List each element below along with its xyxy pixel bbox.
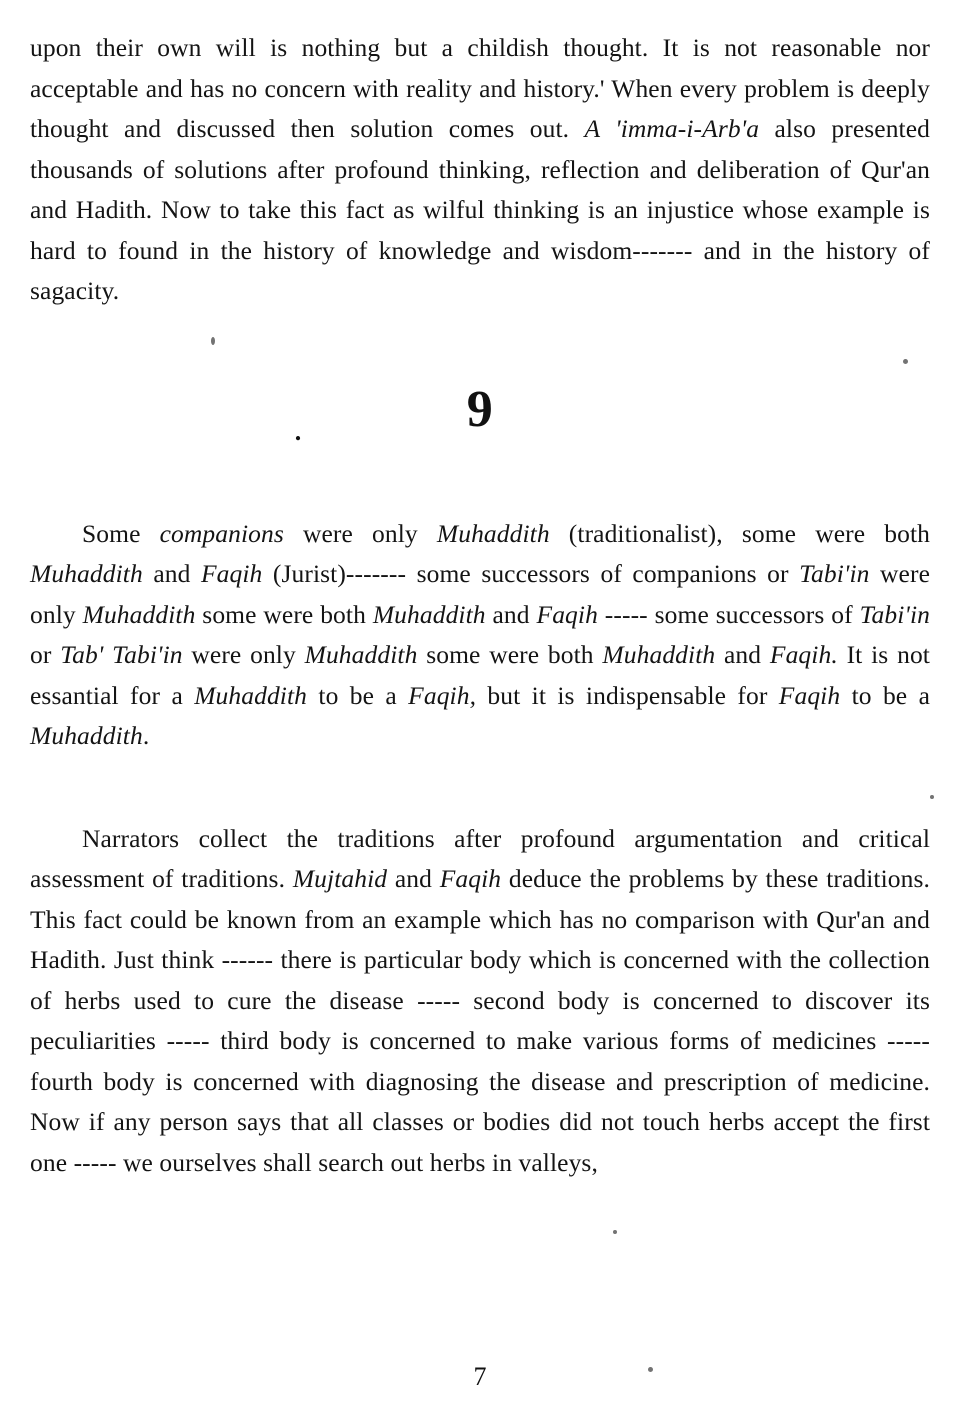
text-run-italic: Faqih, <box>408 680 477 710</box>
page-number: 7 <box>473 1362 487 1391</box>
text-run-italic: Muhaddith <box>436 518 550 548</box>
text-run: some were both <box>417 640 603 669</box>
text-run: or <box>30 640 61 669</box>
text-run: deduce the problems by these traditions. This fact could be known from an example which has no comparison with Qur'an and Hadith. Just think ------ there is particular body which is concerned with the collection of herbs used to cure the disease ----- second body is concerned to discover its peculiarities ----- third body is concerned to make various forms of medicines ----- fourth body is concerned with diagnosing the disease and prescription of medicine. Now if any person says that all classes or bodies did not touch herbs accept the first one ----- we ourselves shall search out herbs in valleys, <box>30 864 931 1177</box>
text-run-italic: Muhaddith <box>194 680 308 710</box>
text-run-italic: Faqih <box>536 599 598 629</box>
text-run: but it is indispensable for <box>476 680 779 710</box>
text-run: and <box>715 640 770 669</box>
text-run-italic: Tabi'in <box>859 599 930 629</box>
text-run: upon their own will is nothing but a childish thought. It is not reasonable nor acceptable and has no concern with reality and history.' When every problem is deeply thought and discussed then solution comes out. <box>30 33 930 143</box>
text-run-italic: Mujtahid <box>292 864 388 893</box>
text-run: were only <box>283 518 437 548</box>
text-run: It is not essantial for a <box>30 640 930 710</box>
text-run: some were both <box>195 599 373 629</box>
text-run: Some <box>82 518 160 548</box>
ink-speck-icon <box>648 1367 653 1372</box>
text-run-italic: Muhaddith <box>304 640 418 669</box>
text-run: and <box>142 559 201 588</box>
chapter-number: . 9 <box>294 380 494 446</box>
text-run: and <box>387 864 440 893</box>
chapter-number-value: 9 <box>466 380 494 438</box>
paragraph-1 <box>30 28 930 312</box>
text-run: to be a <box>307 680 409 710</box>
text-run-italic: Faqih <box>200 559 263 588</box>
ink-speck-icon <box>211 337 215 345</box>
text-run: were only <box>30 559 930 629</box>
text-run-italic: Muhaddith <box>372 599 486 629</box>
ink-speck-icon <box>613 1230 617 1234</box>
text-run-italic: Tabi'in <box>799 559 870 588</box>
ink-speck-icon <box>930 795 934 799</box>
text-run-italic: Faqih <box>778 680 841 710</box>
text-run: were only <box>182 640 305 669</box>
text-run: ----- some successors of <box>597 599 860 629</box>
text-run-italic: A 'imma-i-Arb'a <box>584 114 760 143</box>
text-run-italic: Muhaddith <box>30 721 143 750</box>
text-run: . <box>142 721 150 750</box>
text-run-italic: Muhaddith <box>602 640 716 669</box>
text-run: to be a <box>840 680 930 710</box>
text-run-italic: Faqih. <box>769 640 838 669</box>
text-run: Narrators collect the traditions after profound argumentation and critical assessment of traditions. <box>30 823 930 893</box>
text-run-italic: Muhaddith <box>82 599 196 629</box>
text-run: (Jurist)------- some successors of companions or <box>262 559 800 588</box>
text-run-italic: Faqih <box>439 864 502 893</box>
ink-speck-icon <box>903 359 908 364</box>
text-run-italic: Muhaddith <box>30 559 143 588</box>
text-run-italic: companions <box>159 518 284 548</box>
paragraph-2 <box>30 514 930 757</box>
text-run-italic: Tab' Tabi'in <box>60 640 183 669</box>
text-run: and <box>485 599 537 629</box>
text-run: (traditionalist), some were both <box>549 518 930 548</box>
paragraph-3 <box>30 819 930 1184</box>
text-run: also presented thousands of solutions after profound thinking, reflection and deliberation of Qur'an and Hadith. Now to take this fact as wilful thinking is an injustice whose example is hard to found in the history of knowledge and wisdom------- and in the history of sagacity. <box>30 114 931 305</box>
